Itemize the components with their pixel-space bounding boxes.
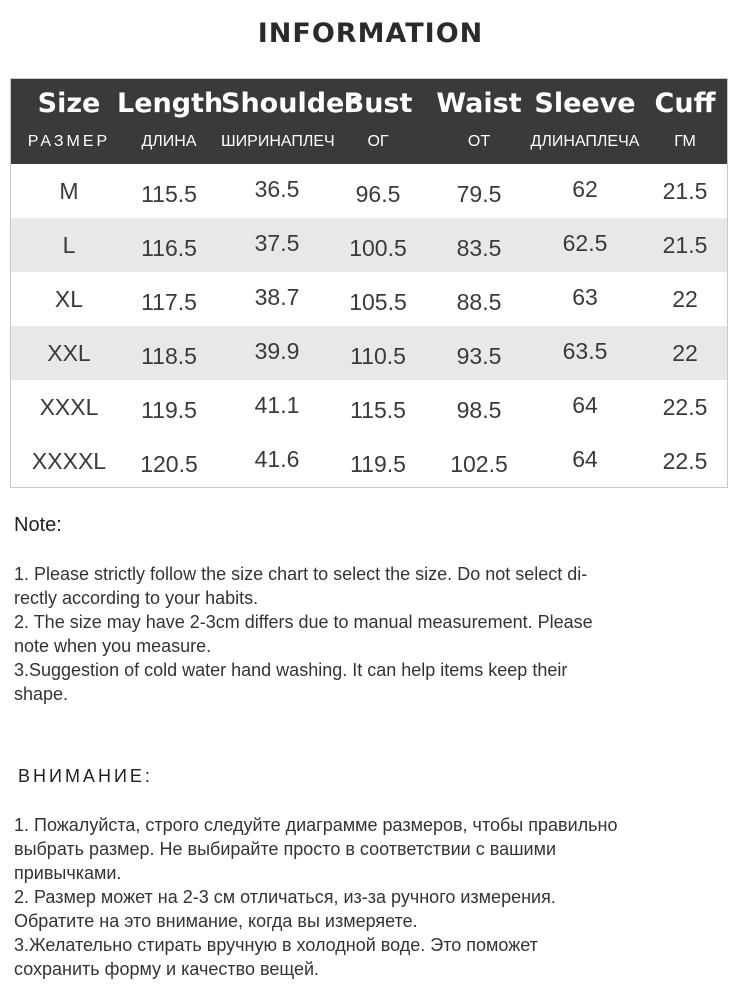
length-cell: 115.5 bbox=[141, 181, 197, 207]
cuff-cell: 22.5 bbox=[662, 448, 708, 474]
length-cell: 118.5 bbox=[141, 343, 197, 369]
waist-cell: 79.5 bbox=[456, 181, 502, 207]
bust-cell: 119.5 bbox=[350, 451, 406, 477]
size-chart-table bbox=[10, 78, 728, 488]
header-label: Length bbox=[117, 88, 224, 119]
cuff-cell: 22 bbox=[672, 286, 698, 312]
header-label-ru: ШИРИНАПЛЕЧ bbox=[221, 133, 335, 150]
ru-note-heading: ВНИМАНИЕ: bbox=[18, 766, 153, 786]
ru-note-line: 2. Размер может на 2-3 см отличаться, из-за ручного измерения. bbox=[14, 887, 556, 907]
table-row bbox=[11, 380, 727, 434]
header-label: Cuff bbox=[654, 88, 716, 119]
header-label-ru: ДЛИНА bbox=[141, 133, 197, 150]
sleeve-cell: 63 bbox=[572, 284, 598, 310]
header-shoulder bbox=[221, 79, 358, 164]
table-row bbox=[11, 326, 727, 380]
table-row bbox=[11, 272, 727, 326]
header-label-ru: ДЛИНАПЛЕЧА bbox=[530, 133, 640, 150]
cuff-cell: 22.5 bbox=[662, 394, 708, 420]
header-label: Bust bbox=[343, 88, 413, 119]
shoulder-cell: 39.9 bbox=[254, 338, 300, 364]
header-label-ru: ОГ bbox=[367, 133, 389, 150]
note-line: 3.Suggestion of cold water hand washing. It can help items keep their bbox=[14, 660, 568, 680]
waist-cell: 102.5 bbox=[450, 451, 508, 477]
size-cell: XL bbox=[54, 286, 84, 312]
header-label: Sleeve bbox=[534, 88, 636, 119]
header-sleeve bbox=[529, 79, 641, 164]
sleeve-cell: 62 bbox=[572, 176, 598, 202]
ru-note-line: выбрать размер. Не выбирайте просто в соответствии с вашими bbox=[14, 839, 557, 859]
header-bust bbox=[333, 79, 423, 164]
waist-cell: 83.5 bbox=[456, 235, 502, 261]
table-row bbox=[11, 218, 727, 272]
note-line: rectly according to your habits. bbox=[14, 588, 259, 608]
shoulder-cell: 36.5 bbox=[254, 176, 300, 202]
header-cuff bbox=[641, 79, 728, 164]
ru-note-line: Обратите на это внимание, когда вы измеряете. bbox=[14, 911, 418, 931]
note-line: note when you measure. bbox=[14, 636, 212, 656]
ru-note-line: сохранить форму и качество вещей. bbox=[14, 959, 320, 979]
waist-cell: 93.5 bbox=[456, 343, 502, 369]
length-cell: 116.5 bbox=[141, 235, 197, 261]
note-list bbox=[14, 562, 714, 706]
size-cell: XXXL bbox=[39, 394, 99, 420]
bust-cell: 110.5 bbox=[350, 343, 406, 369]
bust-cell: 115.5 bbox=[350, 397, 406, 423]
cuff-cell: 22 bbox=[672, 340, 698, 366]
note-line: 1. Please strictly follow the size chart to select the size. Do not select di- bbox=[14, 564, 588, 584]
header-label: Size bbox=[37, 88, 101, 119]
length-cell: 120.5 bbox=[140, 451, 198, 477]
shoulder-cell: 38.7 bbox=[254, 284, 300, 310]
ru-note-line: 1. Пожалуйста, строго следуйте диаграмме размеров, чтобы правильно bbox=[14, 815, 618, 835]
size-cell: M bbox=[59, 178, 79, 204]
cuff-cell: 21.5 bbox=[662, 178, 708, 204]
length-cell: 117.5 bbox=[141, 289, 197, 315]
bust-cell: 96.5 bbox=[355, 181, 401, 207]
ru-note-line: привычками. bbox=[14, 863, 122, 883]
header-label: Shoulder bbox=[221, 88, 358, 119]
shoulder-cell: 37.5 bbox=[254, 230, 300, 256]
table-row bbox=[11, 434, 727, 488]
waist-cell: 98.5 bbox=[456, 397, 502, 423]
shoulder-cell: 41.1 bbox=[254, 392, 300, 418]
sleeve-cell: 64 bbox=[572, 392, 598, 418]
length-cell: 119.5 bbox=[141, 397, 197, 423]
shoulder-cell: 41.6 bbox=[254, 446, 300, 472]
size-cell: L bbox=[62, 232, 76, 258]
header-waist bbox=[423, 79, 535, 164]
table-row bbox=[11, 164, 727, 218]
page-title: INFORMATION bbox=[257, 18, 484, 49]
header-label-ru: РАЗМЕР bbox=[27, 133, 111, 150]
header-size bbox=[11, 79, 127, 164]
sleeve-cell: 63.5 bbox=[562, 338, 608, 364]
header-label-ru: ОТ bbox=[467, 133, 491, 150]
note-heading: Note: bbox=[14, 514, 62, 536]
note-line: 2. The size may have 2-3cm differs due to manual measurement. Please bbox=[14, 612, 593, 632]
header-label-ru: ГМ bbox=[674, 133, 696, 150]
ru-note-list bbox=[14, 813, 724, 981]
header-length bbox=[117, 79, 224, 164]
waist-cell: 88.5 bbox=[456, 289, 502, 315]
sleeve-cell: 64 bbox=[572, 446, 598, 472]
ru-note-line: 3.Желательно стирать вручную в холодной воде. Это поможет bbox=[14, 935, 538, 955]
bust-cell: 105.5 bbox=[349, 289, 407, 315]
note-line: shape. bbox=[14, 684, 69, 704]
table-header bbox=[11, 79, 727, 164]
header-label: Waist bbox=[436, 88, 522, 119]
sleeve-cell: 62.5 bbox=[562, 230, 608, 256]
bust-cell: 100.5 bbox=[349, 235, 407, 261]
cuff-cell: 21.5 bbox=[662, 232, 708, 258]
size-cell: XXL bbox=[47, 340, 91, 366]
size-cell: XXXXL bbox=[31, 448, 107, 474]
